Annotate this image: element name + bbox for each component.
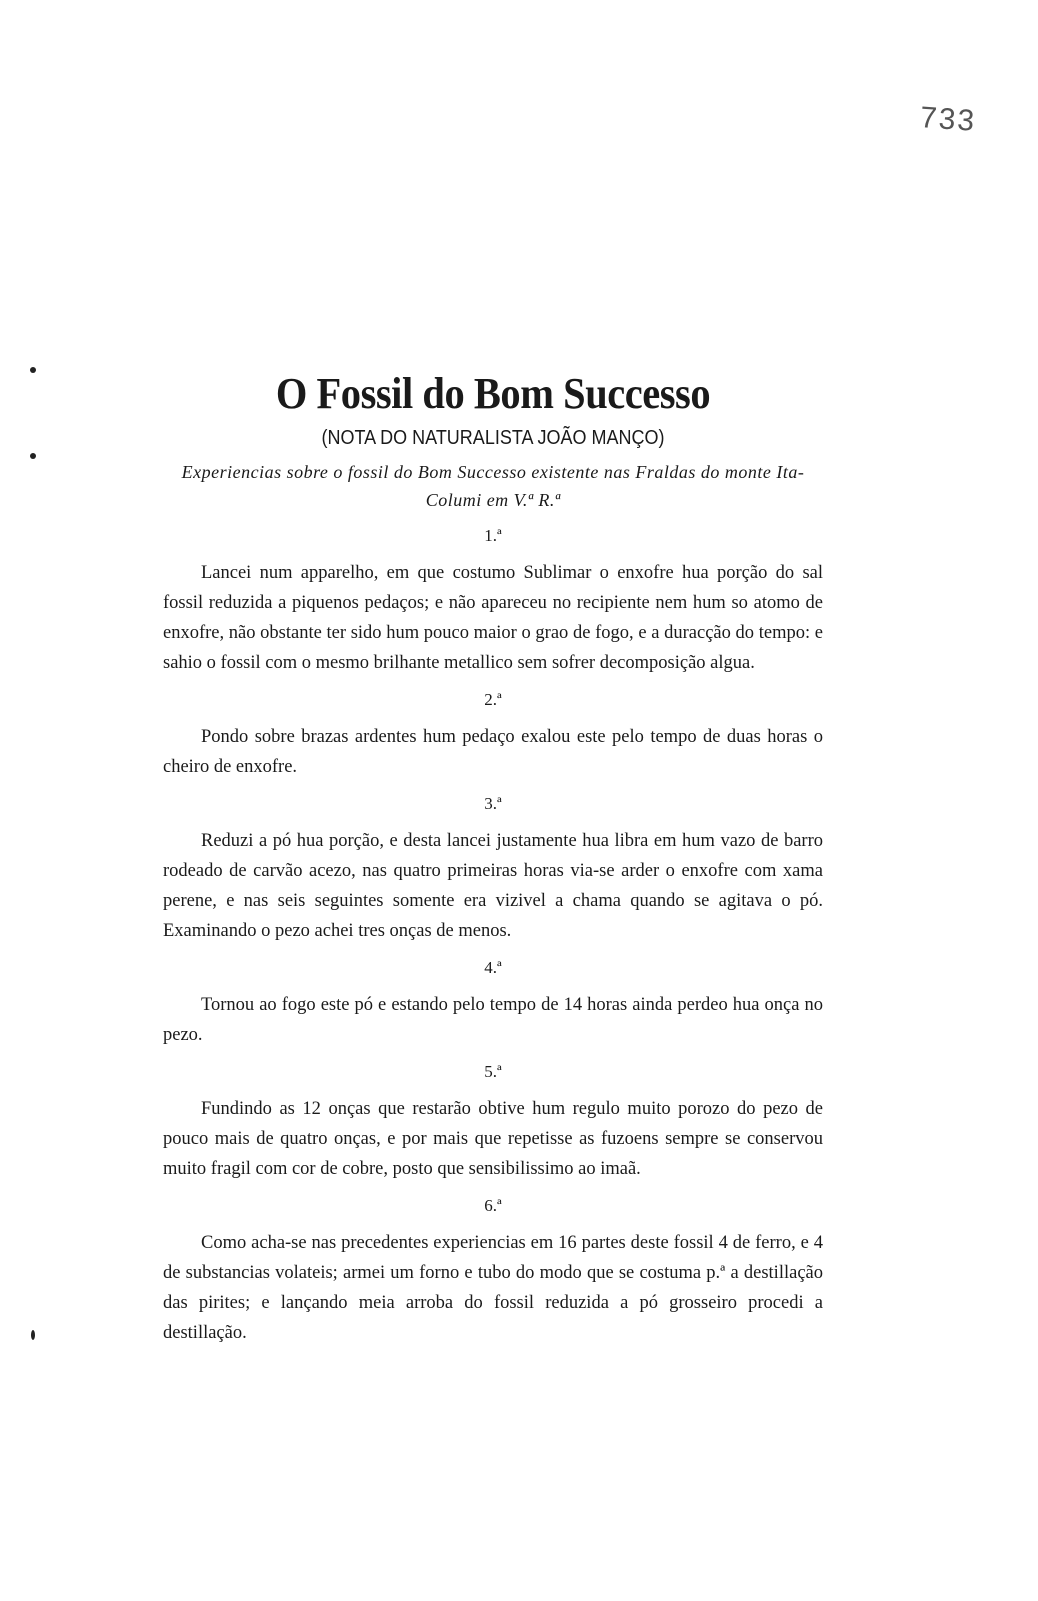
document-subtitle: (NOTA DO NATURALISTA JOÃO MANÇO) bbox=[321, 427, 665, 449]
margin-speck bbox=[30, 367, 36, 373]
page-number: 733 bbox=[918, 101, 978, 138]
document-intro: Experiencias sobre o fossil do Bom Successo existente nas Fraldas do monte Ita-Columi em V.ª R.ª bbox=[181, 462, 805, 510]
section-paragraph: Lancei num apparelho, em que costumo Sublimar o enxofre hua porção do sal fossil reduzida a piquenos pedaços; e não apareceu no recipiente nem hum so atomo de enxofre, não obstante ter sido hum pouco maior o grao de fogo, e a duracção do tempo: e sahio o fossil com o mesmo brilhante metallico sem sofrer decomposição algua. bbox=[163, 563, 823, 673]
experiment-section bbox=[163, 526, 823, 678]
section-paragraph: Pondo sobre brazas ardentes hum pedaço exalou este pelo tempo de duas horas o cheiro de enxofre. bbox=[163, 727, 823, 777]
section-number: 1.ª bbox=[484, 526, 502, 545]
margin-speck bbox=[31, 1330, 35, 1340]
experiment-section bbox=[163, 794, 823, 946]
section-paragraph: Reduzi a pó hua porção, e desta lancei justamente hua libra em hum vazo de barro rodeado de carvão acezo, nas quatro primeiras horas via-se arder o enxofre com xama perene, e nas seis seguintes somente era vizivel a chama quando se agitava o pó. Examinando o pezo achei tres onças de menos. bbox=[163, 831, 823, 941]
experiment-section bbox=[163, 690, 823, 782]
section-paragraph: Tornou ao fogo este pó e estando pelo tempo de 14 horas ainda perdeo hua onça no pezo. bbox=[163, 995, 823, 1045]
section-number: 5.ª bbox=[484, 1062, 502, 1081]
section-paragraph: Como acha-se nas precedentes experiencias em 16 partes deste fossil 4 de ferro, e 4 de substancias volateis; armei um forno e tubo do modo que se costuma p.ª a destillação das pirites; e lançando meia arroba do fossil reduzida a pó grosseiro procedi a destillação. bbox=[163, 1233, 823, 1343]
section-paragraph: Fundindo as 12 onças que restarão obtive hum regulo muito porozo do pezo de pouco mais de quatro onças, e por mais que repetisse as fuzoens sempre se conservou muito fragil com cor de cobre, posto que sensibilissimo ao imaã. bbox=[163, 1099, 823, 1179]
experiment-section bbox=[163, 1196, 823, 1348]
section-number: 2.ª bbox=[484, 690, 502, 709]
section-number: 4.ª bbox=[484, 958, 502, 977]
document-body bbox=[163, 368, 823, 1348]
experiment-section bbox=[163, 1062, 823, 1184]
section-number: 6.ª bbox=[484, 1196, 502, 1215]
experiment-section bbox=[163, 958, 823, 1050]
section-number: 3.ª bbox=[484, 794, 502, 813]
margin-speck bbox=[30, 453, 36, 459]
document-title: O Fossil do Bom Successo bbox=[275, 369, 711, 418]
